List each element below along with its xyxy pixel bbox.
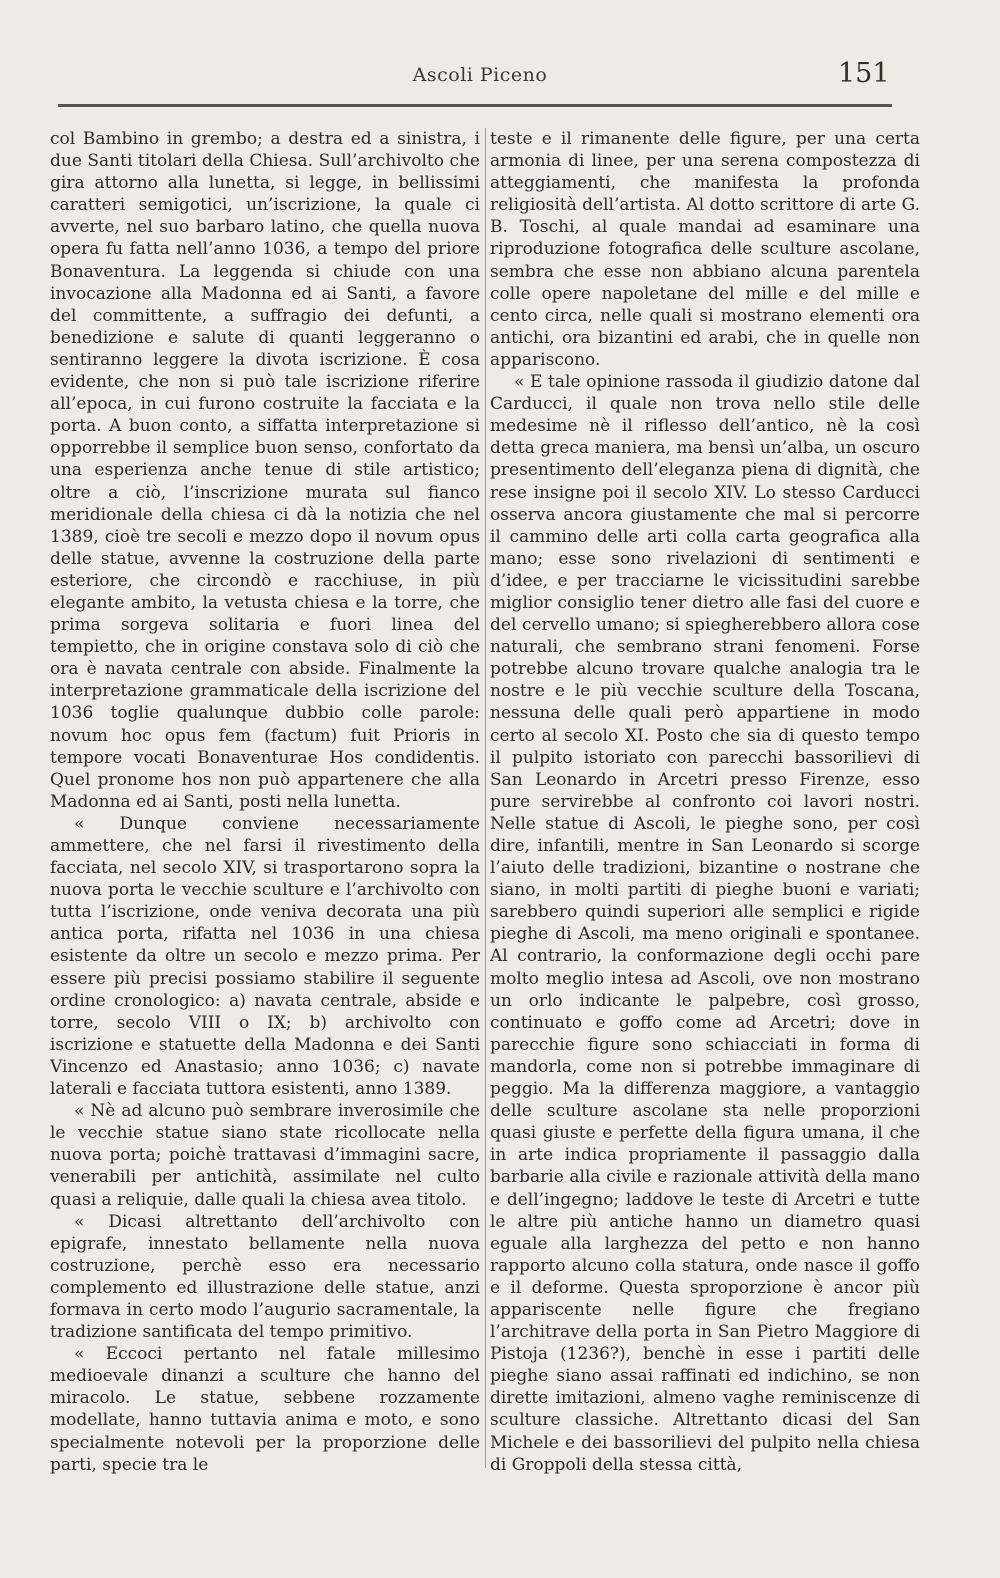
column-divider [485,128,486,1468]
paragraph: col Bambino in grembo; a destra ed a sinistra, i due Santi titolari della Chiesa. Sull’archivolto che gira attorno alla lunetta, si legge, in bellissimi caratteri semigotici, un’iscrizione, la quale ci avverte, nel suo barbaro latino, che quella nuova opera fu fatta nell’anno 1036, a tempo del priore Bonaventura. La leggenda si chiude con una invocazione alla Madonna ed ai Santi, a favore del committente, a suffragio dei defunti, a benedizione e salute di quanti leggeranno o sentiranno leggere la divota iscrizione. È cosa evidente, che non si può tale iscrizione riferire all’epoca, in cui furono costruite la facciata e la porta. A buon conto, a siffatta interpretazione si opporrebbe il semplice buon senso, confortato da una esperienza anche tenue di stile artistico; oltre a ciò, l’inscrizione murata sul fianco meridionale della chiesa ci dà la notizia che nel 1389, cioè tre secoli e mezzo dopo il novum opus delle statue, avvenne la costruzione della parte esteriore, che circondò e racchiuse, in più elegante ambito, la vetusta chiesa e la torre, che prima sorgeva solitaria e fuori linea del tempietto, che in origine constava solo di ciò che ora è navata centrale con abside. Finalmente la interpretazione grammaticale della iscrizione del 1036 toglie qualunque dubbio colle parole: novum hoc opus fem (factum) fuit Prioris in tempore vocati Bonaventurae Hos condidentis. Quel pronome hos non può appartenere che alla Madonna ed ai Santi, posti nella lunetta. [50,129,480,812]
paragraph: « E tale opinione rassoda il giudizio datone dal Carducci, il quale non trova nello stile delle medesime nè il riflesso dell’antico, nè la così detta greca maniera, ma bensì un’alba, un oscuro presentimento dell’eleganza piena di dignità, che rese insigne poi il secolo XIV. Lo stesso Carducci osserva ancora giustamente che mal si percorre il cammino delle arti colla carta geografica alla mano; esse sono rivelazioni di sentimenti e d’idee, e per tracciarne le vicissitudini sarebbe miglior consiglio tener dietro alle fasi del cuore e del cervello umano; si spiegherebbero allora cose naturali, che sembrano strani fenomeni. Forse potrebbe alcuno trovare qualche analogia tra le nostre e le più vecchie sculture della Toscana, nessuna delle quali però appartiene in modo certo al secolo XI. Posto che sia di questo tempo il pulpito istoriato con parecchi bassorilievi di San Leonardo in Arcetri presso Firenze, esso pure servirebbe al confronto coi lavori nostri. Nelle statue di Ascoli, le pieghe sono, per così dire, infantili, mentre in San Leonardo si scorge l’aiuto delle tradizioni, bizantine o nostrane che siano, in molti partiti di pieghe buoni e variati; sarebbero quindi superiori alle semplici e rigide pieghe di Ascoli, ma meno originali e spontanee. Al contrario, la conformazione degli occhi pare molto meglio intesa ad Ascoli, ove non mostrano un orlo indicante le palpebre, così grosso, continuato e goffo come ad Arcetri; dove in parecchie figure sono schiacciati in forma di mandorla, come non si potrebbe immaginare di peggio. Ma la differenza maggiore, a vantaggio delle sculture ascolane sta nelle proporzioni quasi giuste e perfette della figura umana, il che in arte indica propriamente il passaggio dalla barbarie alla civile e razionale attività della mano e dell’ingegno; laddove le teste di Arcetri e tutte le altre più antiche hanno un diametro quasi eguale alla larghezza del petto e non hanno rapporto alcuno colla statura, onde nasce il goffo e il deforme. Questa sproporzione è ancor più appariscente nelle figure che fregiano l’architrave della porta in San Pietro Maggiore di Pistoja (1236?), benchè in esse i partiti delle pieghe siano assai raffinati ed indichino, se non dirette imitazioni, almeno vaghe reminiscenze di sculture classiche. Altrettanto dicasi del San Michele e dei bassorilievi del pulpito nella chiesa di Groppoli della stessa città, [490,372,920,1475]
page-number: 151 [838,58,890,89]
paragraph: teste e il rimanente delle figure, per una certa armonia di linee, per una serena compostezza di atteggiamenti, che manifesta la profonda religiosità dell’artista. Al dotto scrittore di arte G. B. Toschi, al quale mandai ad esaminare una riproduzione fotografica delle sculture ascolane, sembra che esse non abbiano alcuna parentela colle opere napoletane del mille e del mille e cento circa, nelle quali si mostrano elementi ora antichi, ora bizantini ed arabi, che in quelle non appariscono. [490,129,920,370]
header-rule [58,104,892,107]
running-header-title: Ascoli Piceno [412,64,548,86]
paragraph: « Dicasi altrettanto dell’archivolto con epigrafe, innestato bellamente nella nuova costruzione, perchè esso era necessario complemento ed illustrazione delle statue, anzi formava in certo modo l’augurio sacramentale, la tradizione santificata del tempo primitivo. [50,1211,480,1343]
left-text-column [50,128,480,1488]
paragraph: « Dunque conviene necessariamente ammettere, che nel farsi il rivestimento della facciata, nel secolo XIV, si trasportarono sopra la nuova porta le vecchie sculture e l’archivolto con tutta l’iscrizione, onde veniva decorata una più antica porta, rifatta nel 1036 in una chiesa esistente da oltre un secolo e mezzo prima. Per essere più precisi possiamo stabilire il seguente ordine cronologico: a) navata centrale, abside e torre, secolo VIII o IX; b) archivolto con iscrizione e statuette della Madonna e dei Santi Vincenzo ed Anastasio; anno 1036; c) navate laterali e facciata tuttora esistenti, anno 1389. [50,813,480,1100]
paragraph: « Nè ad alcuno può sembrare inverosimile che le vecchie statue siano state ricollocate nella nuova porta; poichè trattavasi d’immagini sacre, venerabili per antichità, assimilate nel culto quasi a reliquie, dalle quali la chiesa avea titolo. [50,1101,480,1210]
right-text-column [490,128,920,1488]
paragraph: « Eccoci pertanto nel fatale millesimo medioevale dinanzi a sculture che hanno del miracolo. Le statue, sebbene rozzamente modellate, hanno tuttavia anima e moto, e sono specialmente notevoli per la proporzione delle parti, specie tra le [50,1344,480,1475]
